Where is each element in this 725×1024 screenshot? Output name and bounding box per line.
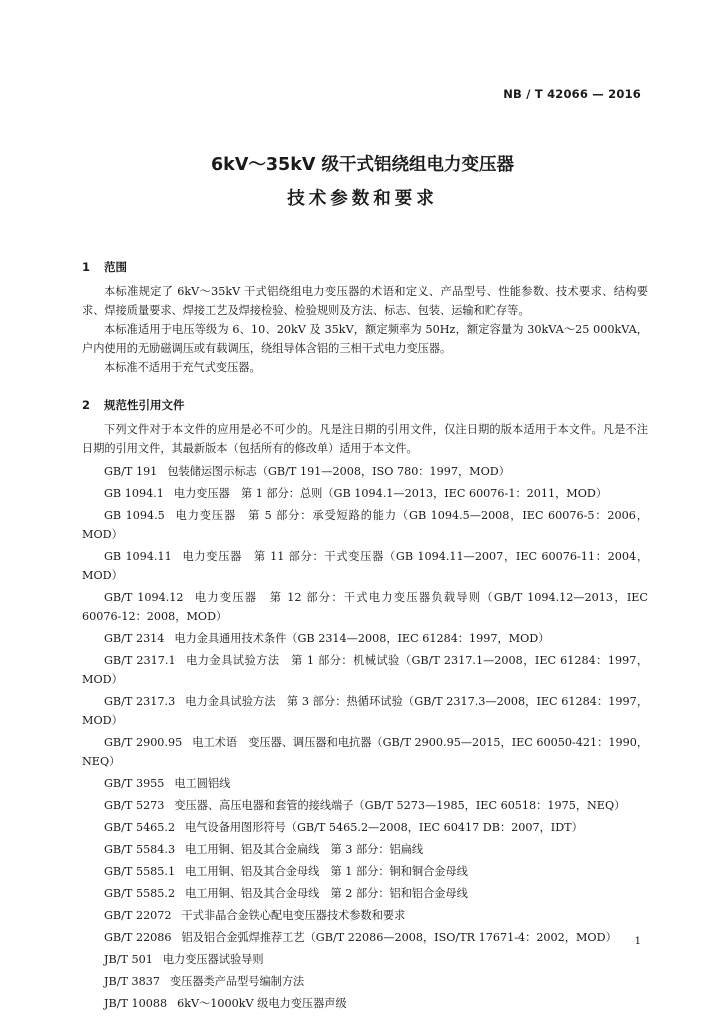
reference-item (82, 994, 648, 1013)
reference-code: GB/T 22072 (104, 909, 172, 922)
reference-code: GB 1094.1 (104, 487, 164, 500)
reference-code: GB/T 1094.12 (104, 591, 184, 604)
reference-title: 电工用铜、铝及其合金母线 第 2 部分：铝和铝合金母线 (185, 887, 468, 900)
normative-intro-paragraph: 下列文件对于本文件的应用是必不可少的。凡是注日期的引用文件，仅注日期的版本适用于本文件。凡是不注日期的引用文件，其最新版本（包括所有的修改单）适用于本文件。 (82, 423, 648, 455)
section-2-title: 规范性引用文件 (104, 398, 185, 412)
reference-item (82, 906, 648, 925)
reference-title: 包装储运图示标志（GB/T 191—2008，ISO 780：1997，MOD） (167, 465, 510, 478)
normative-intro (82, 420, 648, 458)
reference-title: 干式非晶合金铁心配电变压器技术参数和要求 (181, 909, 406, 922)
reference-item (82, 928, 648, 947)
reference-title: 电力变压器试验导则 (162, 953, 264, 966)
reference-item (82, 796, 648, 815)
reference-title: 电工术语 变压器、调压器和电抗器（GB/T 2900.95—2015，IEC 60050-421：1990，NEQ） (82, 736, 649, 768)
reference-title: 电力变压器 第 11 部分：干式变压器（GB 1094.11—2007，IEC 60076-11：2004，MOD） (82, 550, 649, 582)
reference-title: 电工圆铝线 (174, 777, 231, 790)
reference-item (82, 692, 648, 730)
reference-title: 电力金具试验方法 第 1 部分：机械试验（GB/T 2317.1—2008，IEC 61284：1997，MOD） (82, 654, 649, 686)
page-number: 1 (634, 936, 641, 947)
reference-title: 铝及铝合金弧焊推荐工艺（GB/T 22086—2008，ISO/TR 17671-4：2002，MOD） (181, 931, 617, 944)
reference-title: 电工用铜、铝及其合金母线 第 1 部分：铜和铜合金母线 (185, 865, 468, 878)
reference-item (82, 629, 648, 648)
reference-code: GB/T 2317.3 (104, 695, 176, 708)
reference-item (82, 862, 648, 881)
section-1-title: 范围 (104, 260, 127, 274)
reference-title: 电气设备用图形符号（GB/T 5465.2—2008，IEC 60417 DB：2007，IDT） (185, 821, 583, 834)
reference-item (82, 972, 648, 991)
reference-item (82, 774, 648, 793)
document-title: 6kV～35kV 级干式铝绕组电力变压器 (211, 155, 514, 175)
reference-item (82, 462, 648, 481)
reference-title: 6kV～1000kV 级电力变压器声级 (177, 997, 347, 1010)
reference-code: GB/T 2314 (104, 632, 165, 645)
reference-item (82, 547, 648, 585)
reference-code: GB/T 5585.2 (104, 887, 176, 900)
scope-paragraph: 本标准不适用于充气式变压器。 (104, 361, 261, 374)
section-2-heading (82, 397, 185, 413)
reference-item (82, 484, 648, 503)
reference-title: 电力变压器 第 1 部分：总则（GB 1094.1—2013，IEC 60076-1：2011，MOD） (173, 487, 608, 500)
scope-paragraph: 本标准适用于电压等级为 6、10、20kV 及 35kV，额定频率为 50Hz，额定容量为 30kVA～25 000kVA，户内使用的无励磁调压或有载调压，绕组导体含铝的三相干式电力变压器。 (82, 323, 648, 355)
reference-item (82, 950, 648, 969)
reference-title: 电力变压器 第 12 部分：干式电力变压器负载导则（GB/T 1094.12—2013，IEC 60076-12：2008，MOD） (82, 591, 648, 623)
reference-item (82, 588, 648, 626)
reference-title: 变压器类产品型号编制方法 (169, 975, 305, 988)
section-2-number: 2 (82, 398, 91, 412)
section-1-number: 1 (82, 260, 91, 274)
reference-item (82, 840, 648, 859)
reference-item (82, 733, 648, 771)
reference-code: GB/T 3955 (104, 777, 165, 790)
section-1-heading (82, 259, 127, 275)
scope-paragraph: 本标准规定了 6kV～35kV 干式铝绕组电力变压器的术语和定义、产品型号、性能参数、技术要求、结构要求、焊接质量要求、焊接工艺及焊接检验、检验规则及方法、标志、包装、运输和贮存等。 (82, 285, 648, 317)
reference-code: GB/T 191 (104, 465, 158, 478)
reference-code: GB 1094.5 (104, 509, 165, 522)
reference-code: JB/T 3837 (104, 975, 160, 988)
reference-list (82, 462, 648, 1016)
reference-title: 电力变压器 第 5 部分：承受短路的能力（GB 1094.5—2008，IEC 60076-5：2006，MOD） (82, 509, 648, 541)
reference-code: GB/T 2317.1 (104, 654, 176, 667)
reference-item (82, 506, 648, 544)
reference-code: GB 1094.11 (104, 550, 172, 563)
scope-body (82, 282, 648, 377)
reference-title: 变压器、高压电器和套管的接线端子（GB/T 5273—1985，IEC 60518：1975，NEQ） (174, 799, 626, 812)
reference-code: JB/T 10088 (104, 997, 168, 1010)
reference-title: 电力金具试验方法 第 3 部分：热循环试验（GB/T 2317.3—2008，IEC 61284：1997，MOD） (82, 695, 649, 727)
reference-code: GB/T 2900.95 (104, 736, 183, 749)
reference-item (82, 651, 648, 689)
reference-item (82, 818, 648, 837)
reference-code: GB/T 5465.2 (104, 821, 176, 834)
reference-code: JB/T 501 (104, 953, 153, 966)
reference-code: GB/T 5273 (104, 799, 165, 812)
reference-code: GB/T 22086 (104, 931, 172, 944)
standard-number: NB / T 42066 — 2016 (503, 87, 641, 101)
reference-title: 电工用铜、铝及其合金扁线 第 3 部分：铝扁线 (185, 843, 424, 856)
reference-code: GB/T 5584.3 (104, 843, 176, 856)
reference-item (82, 884, 648, 903)
reference-title: 电力金具通用技术条件（GB 2314—2008，IEC 61284：1997，MOD） (174, 632, 550, 645)
document-subtitle: 技术参数和要求 (287, 189, 438, 209)
reference-code: GB/T 5585.1 (104, 865, 176, 878)
